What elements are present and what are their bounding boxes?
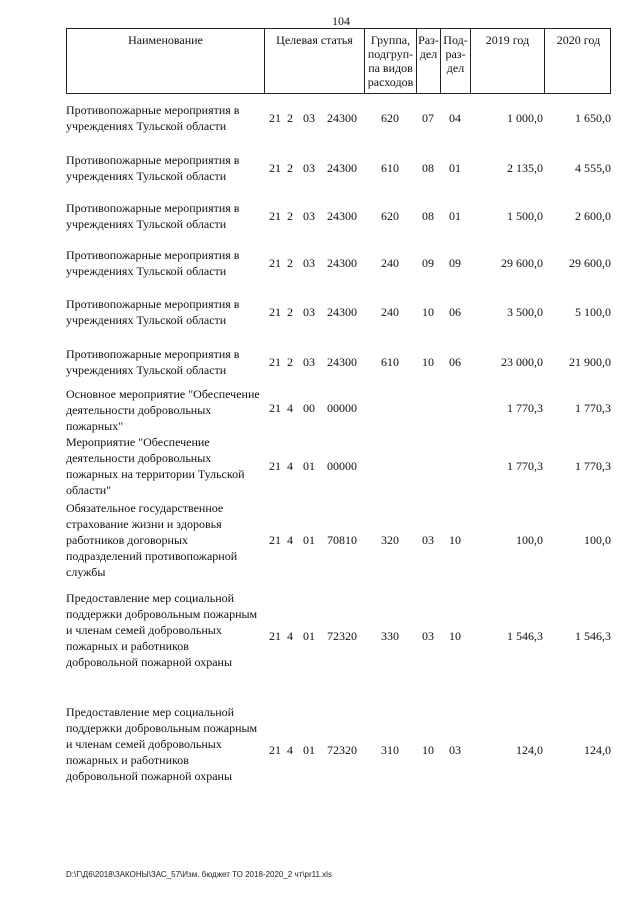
group-cell: 240 (381, 256, 399, 270)
header-section: Раз-дел (417, 29, 441, 93)
file-path-footer: D:\Г\Д6\2018\ЗАКОНЫ\ЗАС_57\Изм. бюджет ТО 2018-2020_2 чт\pr11.xls (66, 870, 332, 879)
code-part-3: 00 (303, 401, 315, 415)
code-part-3: 03 (303, 209, 315, 223)
header-target-article: Целевая статья (265, 29, 365, 93)
code-part-1: 21 (269, 459, 281, 473)
code-part-3: 01 (303, 629, 315, 643)
row-name: Предоставление мер социальной поддержки добровольным пожарным и членам семей добровольных пожарных и работников добровольной пожарной охраны (66, 591, 258, 669)
section-cell: 10 (422, 305, 434, 319)
section-cell: 09 (422, 256, 434, 270)
group-cell: 310 (381, 743, 399, 757)
header-name: Наименование (67, 29, 265, 93)
code-part-1: 21 (269, 209, 281, 223)
code-part-1: 21 (269, 629, 281, 643)
value-2019: 124,0 (516, 743, 543, 757)
code-part-1: 21 (269, 743, 281, 757)
code-part-1: 21 (269, 401, 281, 415)
header-subsection: Под-раз-дел (441, 29, 471, 93)
section-cell: 03 (422, 629, 434, 643)
value-2020: 21 900,0 (569, 355, 611, 369)
code-part-2: 4 (287, 401, 293, 415)
code-part-2: 4 (287, 459, 293, 473)
code-part-4: 24300 (327, 305, 357, 319)
value-2019: 1 500,0 (507, 209, 543, 223)
code-part-4: 24300 (327, 161, 357, 175)
code-part-4: 00000 (327, 401, 357, 415)
value-2020: 1 770,3 (575, 459, 611, 473)
header-group: Группа, подгруп-па видов расходов (365, 29, 417, 93)
value-2020: 5 100,0 (575, 305, 611, 319)
section-cell: 03 (422, 533, 434, 547)
header-2019: 2019 год (471, 29, 545, 93)
header-2020: 2020 год (556, 33, 601, 47)
group-cell: 610 (381, 355, 399, 369)
code-part-4: 24300 (327, 111, 357, 125)
value-2019: 1 546,3 (507, 629, 543, 643)
section-cell: 07 (422, 111, 434, 125)
code-part-2: 2 (287, 256, 293, 270)
section-cell: 10 (422, 355, 434, 369)
code-part-1: 21 (269, 355, 281, 369)
code-part-1: 21 (269, 111, 281, 125)
value-2020: 1 650,0 (575, 111, 611, 125)
section-cell: 08 (422, 209, 434, 223)
subsection-cell: 10 (449, 629, 461, 643)
section-cell: 08 (422, 161, 434, 175)
code-part-4: 72320 (327, 743, 357, 757)
row-name: Обязательное государственное страхование жизни и здоровья работников договорных подразделений противопожарной службы (66, 501, 238, 579)
code-part-3: 03 (303, 305, 315, 319)
value-2020: 1 770,3 (575, 401, 611, 415)
code-part-3: 01 (303, 459, 315, 473)
value-2019: 1 000,0 (507, 111, 543, 125)
group-cell: 610 (381, 161, 399, 175)
code-part-2: 2 (287, 305, 293, 319)
row-name: Предоставление мер социальной поддержки добровольным пожарным и членам семей добровольных пожарных и работников добровольной пожарной охраны (66, 705, 258, 783)
value-2019: 1 770,3 (507, 401, 543, 415)
code-part-2: 2 (287, 209, 293, 223)
code-part-4: 70810 (327, 533, 357, 547)
row-name: Мероприятие "Обеспечение деятельности добровольных пожарных на территории Тульской области" (66, 435, 245, 497)
group-cell: 620 (381, 209, 399, 223)
value-2019: 29 600,0 (501, 256, 543, 270)
subsection-cell: 06 (449, 355, 461, 369)
code-part-2: 4 (287, 629, 293, 643)
page-number: 104 (332, 14, 350, 28)
code-part-1: 21 (269, 161, 281, 175)
value-2019: 3 500,0 (507, 305, 543, 319)
group-cell: 320 (381, 533, 399, 547)
value-2020: 29 600,0 (569, 256, 611, 270)
row-name: Противопожарные мероприятия в учреждениях Тульской области (66, 103, 240, 133)
value-2020: 4 555,0 (575, 161, 611, 175)
code-part-4: 00000 (327, 459, 357, 473)
group-cell: 240 (381, 305, 399, 319)
code-part-3: 01 (303, 533, 315, 547)
table-header (66, 28, 611, 94)
code-part-4: 72320 (327, 629, 357, 643)
value-2020: 1 546,3 (575, 629, 611, 643)
code-part-1: 21 (269, 305, 281, 319)
code-part-3: 03 (303, 355, 315, 369)
code-part-3: 03 (303, 111, 315, 125)
value-2020: 2 600,0 (575, 209, 611, 223)
value-2020: 124,0 (584, 743, 611, 757)
subsection-cell: 09 (449, 256, 461, 270)
group-cell: 330 (381, 629, 399, 643)
code-part-3: 03 (303, 256, 315, 270)
row-name: Противопожарные мероприятия в учреждениях Тульской области (66, 201, 240, 231)
code-part-2: 2 (287, 111, 293, 125)
section-cell: 10 (422, 743, 434, 757)
subsection-cell: 01 (449, 209, 461, 223)
code-part-2: 4 (287, 533, 293, 547)
row-name: Противопожарные мероприятия в учреждениях Тульской области (66, 297, 240, 327)
subsection-cell: 01 (449, 161, 461, 175)
code-part-4: 24300 (327, 256, 357, 270)
code-part-4: 24300 (327, 355, 357, 369)
subsection-cell: 04 (449, 111, 461, 125)
code-part-1: 21 (269, 256, 281, 270)
subsection-cell: 06 (449, 305, 461, 319)
row-name: Основное мероприятие "Обеспечение деятельности добровольных пожарных" (66, 387, 260, 433)
code-part-3: 03 (303, 161, 315, 175)
subsection-cell: 10 (449, 533, 461, 547)
row-name: Противопожарные мероприятия в учреждениях Тульской области (66, 153, 240, 183)
value-2019: 100,0 (516, 533, 543, 547)
code-part-3: 01 (303, 743, 315, 757)
code-part-4: 24300 (327, 209, 357, 223)
value-2020: 100,0 (584, 533, 611, 547)
code-part-2: 2 (287, 161, 293, 175)
subsection-cell: 03 (449, 743, 461, 757)
value-2019: 1 770,3 (507, 459, 543, 473)
value-2019: 23 000,0 (501, 355, 543, 369)
row-name: Противопожарные мероприятия в учреждениях Тульской области (66, 347, 240, 377)
code-part-2: 4 (287, 743, 293, 757)
value-2019: 2 135,0 (507, 161, 543, 175)
code-part-2: 2 (287, 355, 293, 369)
row-name: Противопожарные мероприятия в учреждениях Тульской области (66, 248, 240, 278)
group-cell: 620 (381, 111, 399, 125)
code-part-1: 21 (269, 533, 281, 547)
